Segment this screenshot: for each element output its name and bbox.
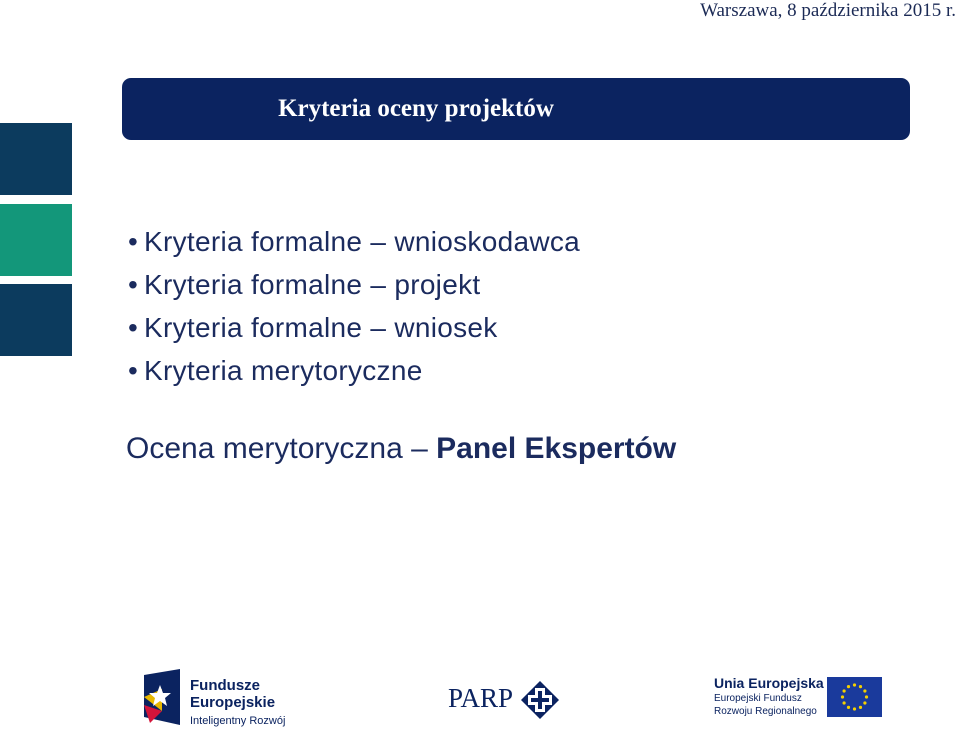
list-item: [128, 263, 580, 306]
parp-mark-icon: [520, 680, 560, 720]
fe-star-icon: [140, 667, 184, 729]
bullet-icon: •: [128, 312, 139, 343]
side-block-middle: [0, 204, 72, 276]
page-title: Kryteria oceny projektów: [278, 95, 554, 122]
eu-line-1: Unia Europejska: [714, 675, 824, 691]
title-banner: [122, 78, 910, 140]
eu-line-2: Europejski Fundusz: [714, 693, 802, 704]
list-item: [128, 349, 580, 392]
fe-line-3: Inteligentny Rozwój: [190, 715, 286, 727]
expert-panel-prefix: Ocena merytoryczna –: [126, 432, 437, 465]
fe-line-1: Fundusze: [190, 677, 260, 694]
side-block-top: [0, 123, 72, 195]
fundusze-europejskie-logo: [140, 665, 300, 733]
bullet-icon: •: [128, 355, 139, 386]
side-block-bottom: [0, 284, 72, 356]
list-item: [128, 220, 580, 263]
bullet-icon: •: [128, 269, 139, 300]
bullet-icon: •: [128, 226, 139, 257]
footer-logos: [0, 660, 960, 735]
list-item-text: Kryteria formalne – projekt: [144, 269, 481, 300]
list-item-text: Kryteria formalne – wniosek: [144, 312, 498, 343]
list-item: [128, 306, 580, 349]
parp-logo: [448, 680, 563, 725]
list-item-text: Kryteria formalne – wnioskodawca: [144, 226, 581, 257]
eu-line-3: Rozwoju Regionalnego: [714, 706, 817, 717]
expert-panel-label: Panel Ekspertów: [436, 432, 677, 465]
date-label: Warszawa, 8 października 2015 r.: [700, 0, 956, 21]
criteria-list: [128, 220, 580, 392]
eu-logo: [714, 674, 889, 732]
fe-line-2: Europejskie: [190, 694, 276, 711]
parp-wordmark: PARP: [448, 683, 514, 713]
list-item-text: Kryteria merytoryczne: [144, 355, 423, 386]
eu-flag-icon: [827, 677, 882, 717]
expert-panel-line: [126, 432, 676, 466]
